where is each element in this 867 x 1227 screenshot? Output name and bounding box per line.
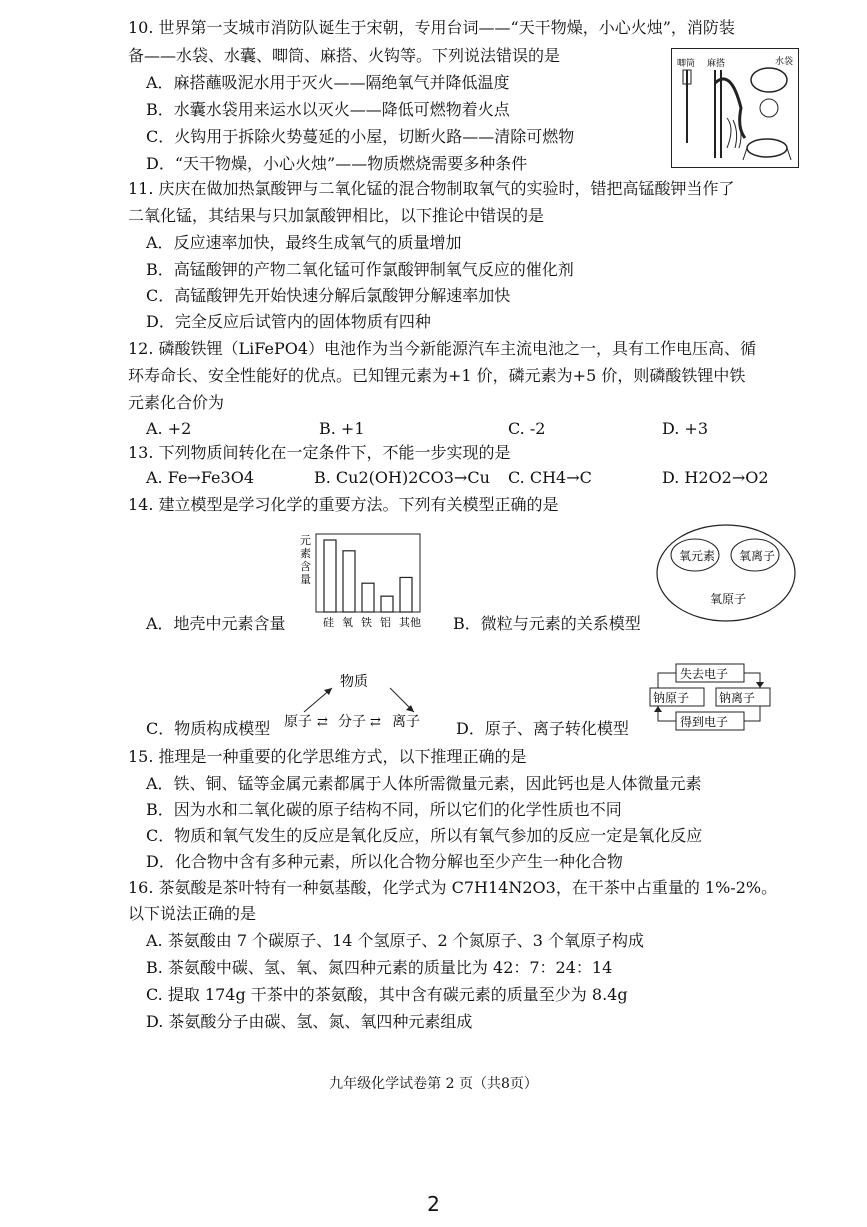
q13-option-a: A. Fe→Fe3O4 <box>146 468 254 487</box>
page-number: 2 <box>427 1192 440 1216</box>
q15-option-a: A．铁、铜、锰等金属元素都属于人体所需微量元素，因此钙也是人体微量元素 <box>146 774 702 793</box>
q16-stem-line2: 以下说法正确的是 <box>128 904 257 923</box>
q12-option-b: B. +1 <box>319 419 365 438</box>
q16-option-c: C. 提取 174g 干茶中的茶氨酸，其中含有碳元素的质量至少为 8.4g <box>146 985 628 1004</box>
q13-option-c: C. CH4→C <box>508 468 592 487</box>
q14-atom-ion-conversion-model <box>648 660 772 732</box>
model-lose-electron: 失去电子 <box>680 667 729 681</box>
illus-label-2: 唧筒 <box>677 59 696 69</box>
model-atom: 原子 <box>284 714 312 730</box>
bar-ylabel-1: 元 <box>300 534 311 547</box>
q16-stem-line1: 16. 茶氨酸是茶叶特有一种氨基酸，化学式为 C7H14N2O3，在干茶中占重量的 1%-2%。 <box>128 878 778 897</box>
q12-option-d: D. +3 <box>662 419 709 438</box>
bar-label-3: 铝 <box>380 616 391 629</box>
bar-label-2: 铁 <box>361 616 372 629</box>
q15-option-b: B．因为水和二氧化碳的原子结构不同，所以它们的化学性质也不同 <box>146 800 622 819</box>
q11-option-a: A．反应速率加快，最终生成氧气的质量增加 <box>146 233 462 252</box>
q12-stem-line3: 元素化合价为 <box>128 393 225 412</box>
q13-option-d: D. H2O2→O2 <box>662 468 769 487</box>
q10-option-d: D．“天干物燥，小心火烛”——物质燃烧需要多种条件 <box>146 154 528 173</box>
q10-option-c: C．火钩用于拆除火势蔓延的小屋，切断火路——清除可燃物 <box>146 127 575 146</box>
model-ion: 离子 <box>392 714 420 730</box>
q12-option-a: A. +2 <box>146 419 192 438</box>
q15-option-c: C．物质和氧气发生的反应是氧化反应，所以有氧气参加的反应一定是氧化反应 <box>146 826 703 845</box>
q10-fire-tools-illustration <box>671 48 799 168</box>
model-substance: 物质 <box>340 674 368 690</box>
q11-option-c: C．高锰酸钾先开始快速分解后氯酸钾分解速率加快 <box>146 286 511 305</box>
bar-ylabel-4: 量 <box>300 573 311 586</box>
q13-stem: 13. 下列物质间转化在一定条件下，不能一步实现的是 <box>128 443 511 462</box>
bar-label-4: 其他 <box>399 616 421 629</box>
bar-3 <box>381 596 393 612</box>
q14-option-d: D．原子、离子转化模型 <box>456 719 629 738</box>
q14-stem: 14. 建立模型是学习化学的重要方法。下列有关模型正确的是 <box>128 495 559 514</box>
q16-option-a: A. 茶氨酸由 7 个碳原子、14 个氢原子、2 个氮原子、3 个氧原子构成 <box>146 931 645 950</box>
svg-text:⇄: ⇄ <box>370 715 381 730</box>
bar-label-0: 硅 <box>323 616 334 629</box>
oval-label-atom: 氧原子 <box>710 592 747 606</box>
q10-option-b: B．水囊水袋用来运水以灭火——降低可燃物着火点 <box>146 100 510 119</box>
oval-label-element: 氧元素 <box>679 549 716 563</box>
q14-bar-chart <box>294 530 434 630</box>
q12-stem-line2: 环寿命长、安全性能好的优点。已知锂元素为+1 价，磷元素为+5 价，则磷酸铁锂中铁 <box>128 366 746 385</box>
q14-substance-composition-model <box>282 668 442 732</box>
model-na-atom: 钠原子 <box>653 691 690 705</box>
q13-option-b: B. Cu2(OH)2CO3→Cu <box>314 468 490 487</box>
q12-stem-line1: 12. 磷酸铁锂（LiFePO4）电池作为当今新能源汽车主流电池之一，具有工作电压高、循 <box>128 339 757 358</box>
oval-label-ion: 氧离子 <box>739 549 776 563</box>
q10-stem-line2: 备——水袋、水囊、唧筒、麻搭、火钩等。下列说法错误的是 <box>128 46 561 65</box>
bar-ylabel-2: 素 <box>300 547 311 560</box>
bar-ylabel-3: 含 <box>300 560 311 573</box>
model-na-ion: 钠离子 <box>719 691 756 705</box>
bar-0 <box>324 540 336 612</box>
svg-text:⇄: ⇄ <box>317 715 328 730</box>
model-molecule: 分子 <box>338 714 366 730</box>
bar-2 <box>362 583 374 612</box>
illus-label-3: 水袋 <box>775 57 794 67</box>
model-gain-electron: 得到电子 <box>680 715 729 729</box>
q16-option-b: B. 茶氨酸中碳、氢、氧、氮四种元素的质量比为 42：7：24：14 <box>146 958 613 977</box>
q10-option-a: A．麻搭蘸吸泥水用于灭火——隔绝氧气并降低温度 <box>146 73 510 92</box>
q11-option-b: B．高锰酸钾的产物二氧化锰可作氯酸钾制氧气反应的催化剂 <box>146 260 574 279</box>
q15-stem: 15. 推理是一种重要的化学思维方式，以下推理正确的是 <box>128 747 527 766</box>
bar-label-1: 氧 <box>342 616 353 629</box>
q11-option-d: D．完全反应后试管内的固体物质有四种 <box>146 312 431 331</box>
illus-label-1: 麻搭 <box>707 59 726 69</box>
q16-option-d: D. 茶氨酸分子由碳、氢、氮、氧四种元素组成 <box>146 1012 473 1031</box>
q14-option-b: B．微粒与元素的关系模型 <box>453 614 641 633</box>
q14-option-c: C．物质构成模型 <box>146 719 271 738</box>
q12-option-c: C. -2 <box>508 419 546 438</box>
q14-particle-element-model <box>655 523 797 623</box>
bar-4 <box>400 577 412 612</box>
q15-option-d: D．化合物中含有多种元素，所以化合物分解也至少产生一种化合物 <box>146 852 623 871</box>
q10-stem-line1: 10. 世界第一支城市消防队诞生于宋朝，专用台词——“天干物燥，小心火烛”，消防装 <box>128 18 735 37</box>
q14-option-a: A．地壳中元素含量 <box>146 614 286 633</box>
page-footer: 九年级化学试卷第 2 页（共8页） <box>329 1076 538 1092</box>
q11-stem-line2: 二氧化锰，其结果与只加氯酸钾相比，以下推论中错误的是 <box>128 206 545 225</box>
q11-stem-line1: 11. 庆庆在做加热氯酸钾与二氧化锰的混合物制取氧气的实验时，错把高锰酸钾当作了 <box>128 179 735 198</box>
bar-1 <box>343 551 355 612</box>
